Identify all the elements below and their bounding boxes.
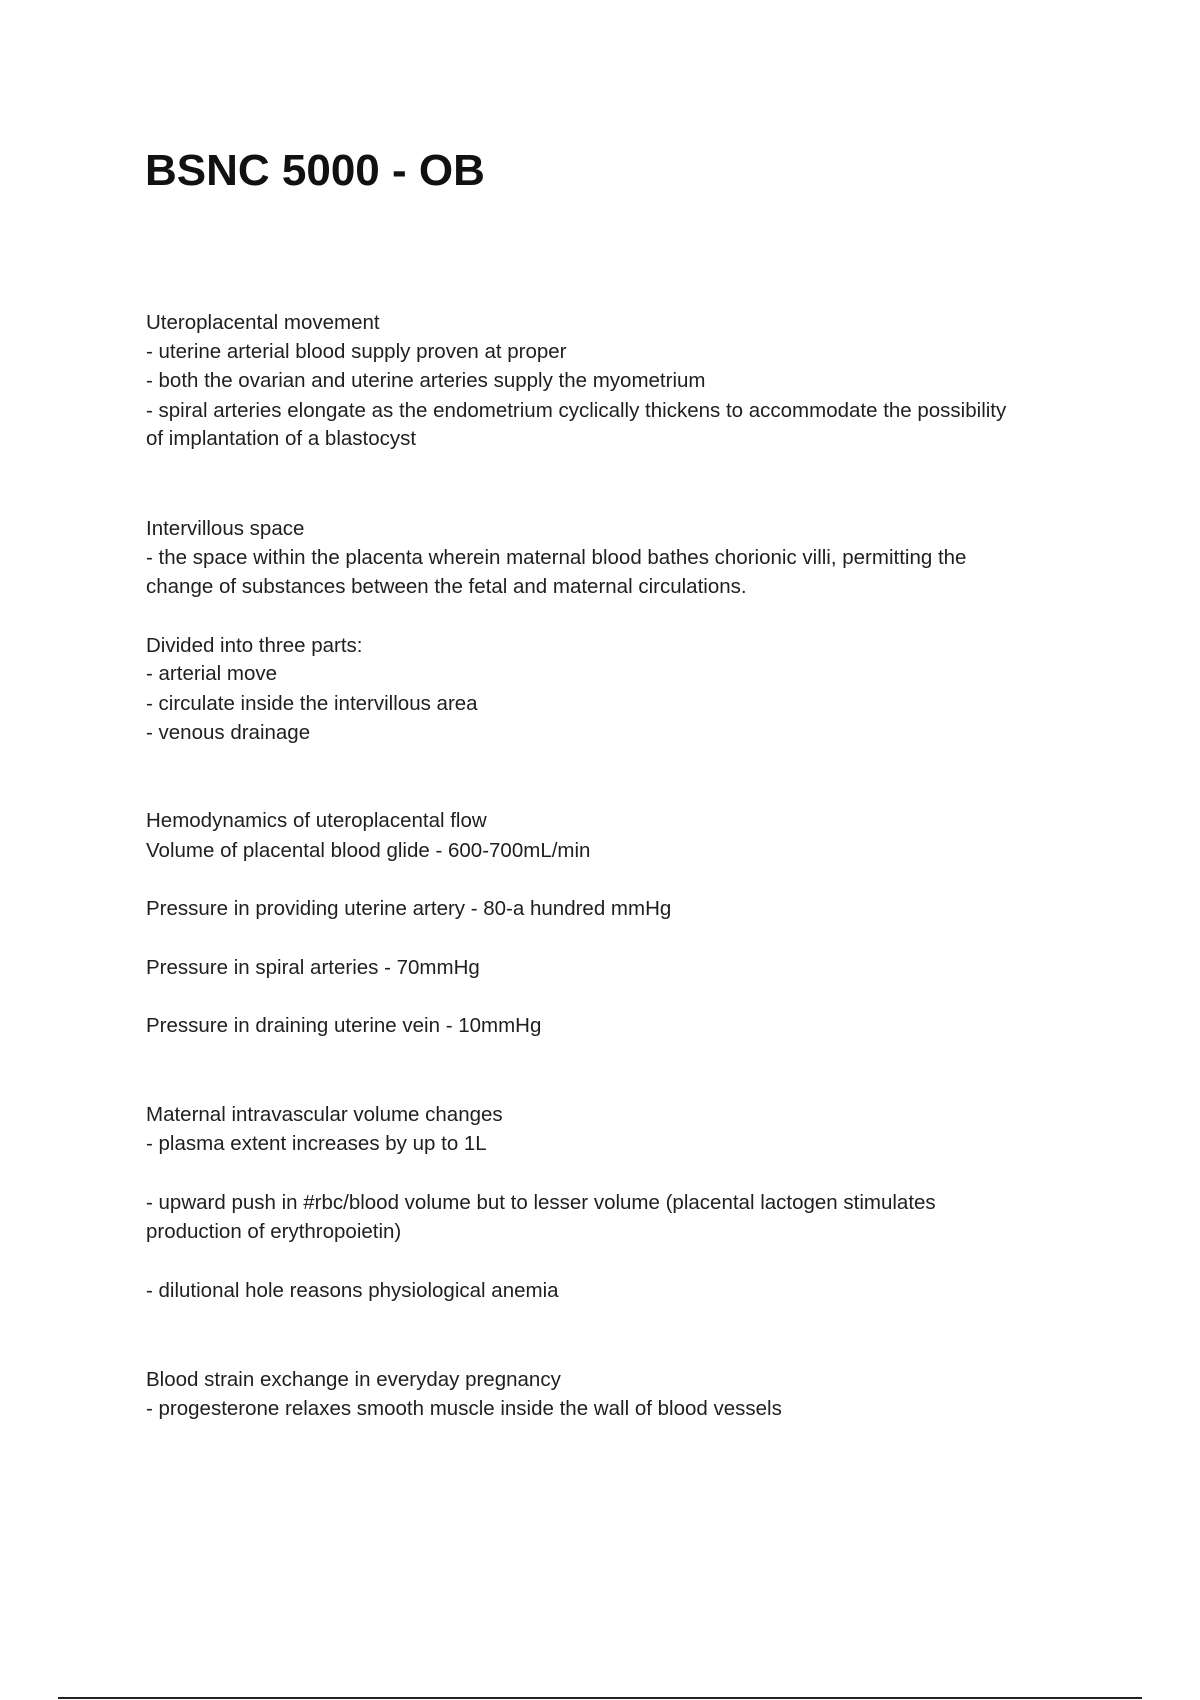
- bullet-line: - dilutional hole reasons physiological anemia: [146, 1279, 559, 1302]
- section-heading-intervillous-space: Intervillous space: [146, 517, 305, 540]
- section-heading-blood-pressure: Blood strain exchange in everyday pregnancy: [146, 1368, 561, 1391]
- bullet-line: - venous drainage: [146, 721, 311, 744]
- bullet-line-continuation: production of erythropoietin): [146, 1220, 402, 1243]
- bullet-line: - the space within the placenta wherein maternal blood bathes chorionic villi, permitting the: [146, 546, 967, 569]
- page-title: BSNC 5000 - OB: [145, 146, 485, 195]
- bullet-line: - spiral arteries elongate as the endometrium cyclically thickens to accommodate the possibility: [146, 399, 1007, 422]
- section-heading-uteroplacental-movement: Uteroplacental movement: [146, 311, 380, 334]
- bullet-line: - uterine arterial blood supply proven at proper: [146, 340, 567, 363]
- value-line: Pressure in draining uterine vein - 10mmHg: [146, 1014, 542, 1037]
- bullet-line: - upward push in #rbc/blood volume but to lesser volume (placental lactogen stimulates: [146, 1191, 936, 1214]
- bullet-line: - circulate inside the intervillous area: [146, 692, 478, 715]
- bullet-line: - progesterone relaxes smooth muscle inside the wall of blood vessels: [146, 1397, 782, 1420]
- page-divider: [58, 1697, 1142, 1699]
- value-line: Volume of placental blood glide - 600-700mL/min: [146, 839, 591, 862]
- bullet-line-continuation: of implantation of a blastocyst: [146, 427, 417, 450]
- value-line: Pressure in spiral arteries - 70mmHg: [146, 956, 480, 979]
- bullet-line: - both the ovarian and uterine arteries supply the myometrium: [146, 369, 706, 392]
- section-heading-hemodynamics: Hemodynamics of uteroplacental flow: [146, 809, 487, 832]
- value-line: Pressure in providing uterine artery - 80-a hundred mmHg: [146, 897, 672, 920]
- section-heading-intravascular-volume: Maternal intravascular volume changes: [146, 1103, 503, 1126]
- bullet-line: - plasma extent increases by up to 1L: [146, 1132, 487, 1155]
- section-heading-divided-parts: Divided into three parts:: [146, 634, 363, 657]
- bullet-line: - arterial move: [146, 662, 278, 685]
- bullet-line-continuation: change of substances between the fetal and maternal circulations.: [146, 575, 747, 598]
